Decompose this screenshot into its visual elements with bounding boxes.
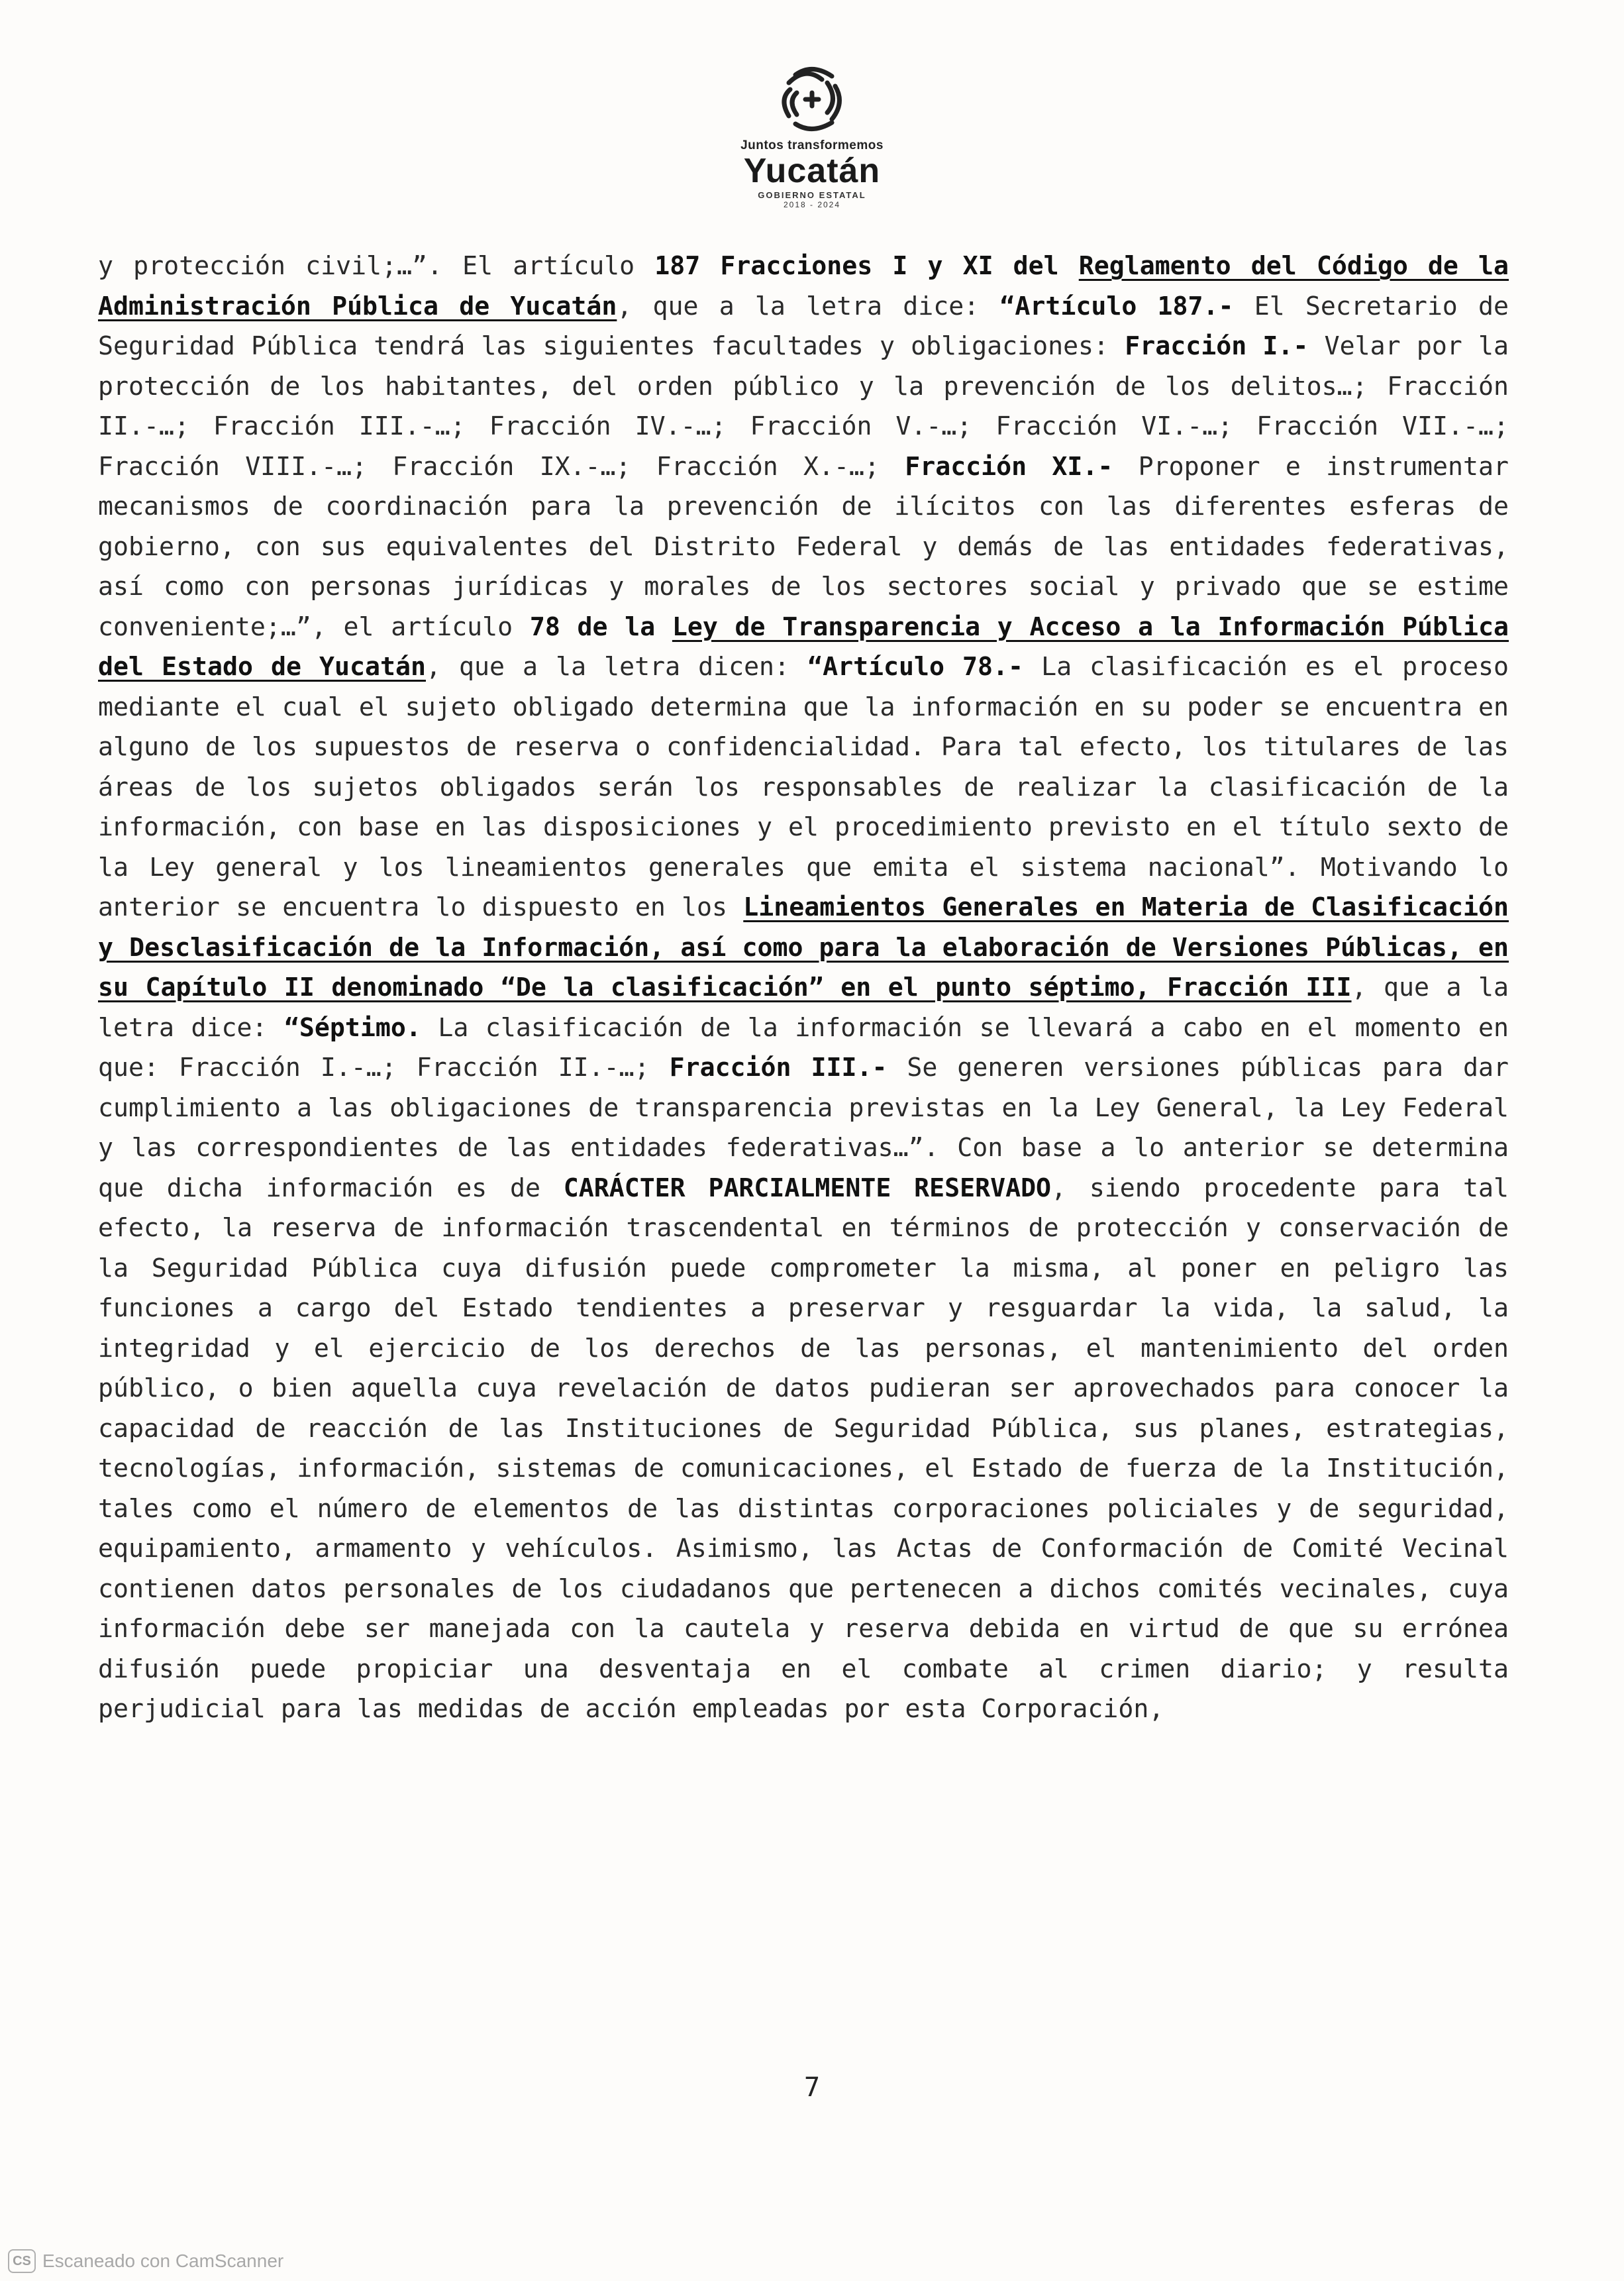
body-text-run: y protección civil;…”. El artículo bbox=[98, 252, 655, 281]
body-text-run: , que a la letra dice: bbox=[617, 292, 1000, 321]
yucatan-emblem-icon bbox=[776, 63, 848, 136]
body-underlined-run: Ley de Transparencia y Acceso a la Información Pública del Estado de Yucatán bbox=[98, 612, 1509, 682]
body-bold-run: “Artículo 78.- bbox=[807, 653, 1024, 682]
body-bold-run: 78 de la bbox=[529, 612, 672, 642]
document-body bbox=[98, 246, 1509, 1730]
body-text-run: La clasificación es el proceso mediante el cual el sujeto obligado determina que la información en su poder se encuentra en alguno de los supuestos de reserva o confidencialidad. Para tal efecto, los titulares de las áreas de los sujetos obligados serán los responsables de realizar la clasificación de la información, con base en las disposiciones y el procedimiento previsto en el título sexto de la Ley general y los lineamientos generales que emita el sistema nacional”. Motivando lo anterior se encuentra lo dispuesto en los bbox=[98, 653, 1509, 922]
body-bold-run: Fracción XI.- bbox=[905, 452, 1113, 482]
body-text-run: El Secretario de Seguridad Pública tendrá las siguientes facultades y obligaciones: bbox=[98, 292, 1509, 361]
scanner-text: Escaneado con CamScanner bbox=[42, 2251, 284, 2271]
body-text-run: La clasificación de la información se llevará a cabo en el momento en que: Fracción I.-…; Fracción II.-…; bbox=[98, 1013, 1509, 1083]
body-text-run: , que a la letra dicen: bbox=[425, 653, 808, 682]
page-number: 7 bbox=[803, 2072, 821, 2103]
body-text-run: , siendo procedente para tal efecto, la reserva de información trascendental en términos de protección y conservación de la Seguridad Pública cuya difusión puede comprometer la misma, al poner en peligro las funciones a cargo del Estado tendientes a preservar y resguardar la vida, la salud, la integridad y el ejercicio de los derechos de las personas, el mantenimiento del orden público, o bien aquella cuya revelación de datos pudieran ser aprovechados para conocer la capacidad de reacción de las Instituciones de Seguridad Pública, sus planes, estrategias, tecnologías, información, sistemas de comunicaciones, el Estado de fuerza de la Institución, tales como el número de elementos de las distintas corporaciones policiales y de seguridad, equipamiento, armamento y vehículos. Asimismo, las Actas de Conformación de Comité Vecinal contienen datos personales de los ciudadanos que pertenecen a dichos comités vecinales, cuya información debe ser manejada con la cautela y reserva debida en virtud de que su errónea difusión puede propiciar una desventaja en el combate al crimen diario; y resulta perjudicial para las medidas de acción empleadas por esta Corporación, bbox=[98, 1173, 1509, 1724]
body-bold-run: 187 Fracciones I y XI del bbox=[654, 252, 1079, 281]
body-text-run: Proponer e instrumentar mecanismos de coordinación para la prevención de ilícitos con las diferentes esferas de gobierno, con sus equivalentes del Distrito Federal y demás de las entidades federativas, así como con personas jurídicas y morales de los sectores social y privado que se estime conveniente;…”, el artículo bbox=[98, 452, 1509, 642]
letterhead-name: Yucatán bbox=[743, 152, 881, 190]
camscanner-icon: CS bbox=[8, 2249, 36, 2273]
body-text-run: , que a la letra dice: bbox=[98, 973, 1509, 1043]
letterhead-government: GOBIERNO ESTATAL bbox=[758, 190, 866, 200]
body-bold-run: CARÁCTER PARCIALMENTE RESERVADO bbox=[563, 1173, 1052, 1203]
body-underlined-run: Lineamientos Generales en Materia de Clasificación y Desclasificación de la Información, así como para la elaboración de Versiones Públicas, en su Capítulo II denominado “De la clasificación” en el punto séptimo, Fracción III bbox=[98, 893, 1509, 1002]
letterhead bbox=[0, 63, 1624, 209]
letterhead-tagline: Juntos transformemos bbox=[740, 138, 884, 152]
letterhead-years: 2018 - 2024 bbox=[783, 200, 841, 209]
body-text-run: Se generen versiones públicas para dar cumplimiento a las obligaciones de transparencia previstas en la Ley General, la Ley Federal y las correspondientes de las entidades federativas…”. Con base a lo anterior se determina que dicha información es de bbox=[98, 1053, 1509, 1203]
body-text-run: Velar por la protección de los habitantes, del orden público y la prevención de los delitos…; Fracción II.-…; Fracción III.-…; Fracción IV.-…; Fracción V.-…; Fracción VI.-…; Fracción VII.-…; Fracción VIII.-…; Fracción IX.-…; Fracción X.-…; bbox=[98, 332, 1509, 482]
body-bold-run: “Artículo 187.- bbox=[999, 292, 1234, 321]
body-bold-run: Fracción I.- bbox=[1125, 332, 1309, 361]
scanner-watermark bbox=[8, 2249, 283, 2273]
body-underlined-run: Reglamento del Código de la Administración Pública de Yucatán bbox=[98, 252, 1509, 321]
body-bold-run: Fracción III.- bbox=[669, 1053, 888, 1083]
body-bold-run: “Séptimo. bbox=[283, 1013, 421, 1043]
